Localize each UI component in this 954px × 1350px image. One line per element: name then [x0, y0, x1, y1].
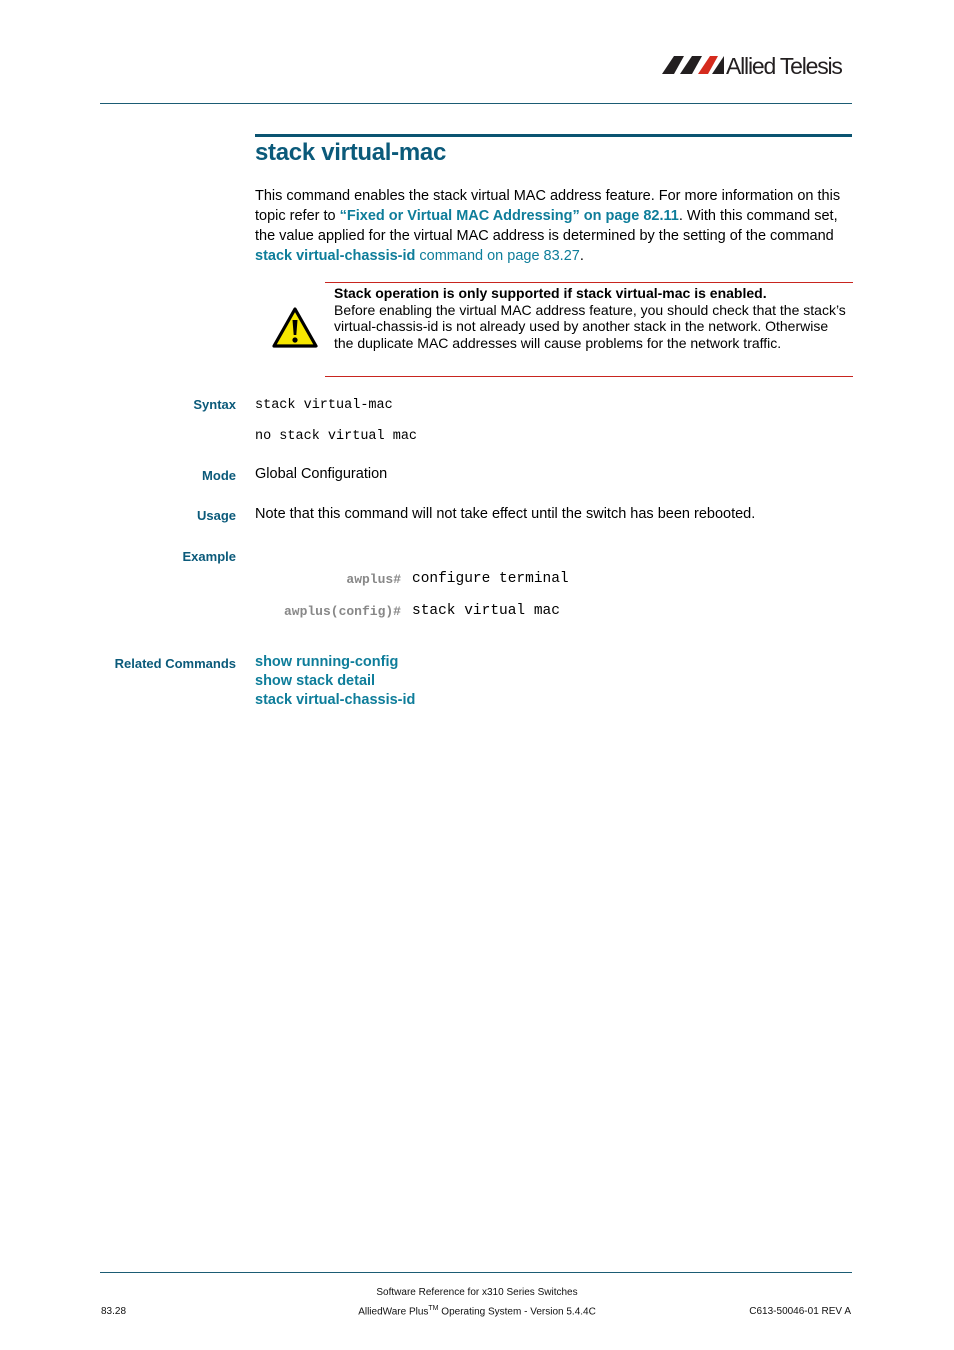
- link-stack-virtual-chassis-id[interactable]: [255, 248, 580, 264]
- related-commands-label: Related Commands: [114, 656, 236, 671]
- intro-text-3: .: [579, 248, 584, 264]
- footer-page-number: 83.28: [101, 1306, 127, 1317]
- usage-label: Usage: [196, 508, 236, 523]
- syntax-line-1: stack virtual-mac: [255, 398, 393, 413]
- brand-text: Allied Telesis: [726, 53, 842, 79]
- example-prompt-2: awplus(config)#: [283, 604, 401, 619]
- intro-paragraph: [255, 186, 855, 266]
- syntax-line-2: no stack virtual mac: [255, 429, 418, 444]
- mode-label: Mode: [202, 468, 236, 483]
- footer-doc-id: C613-50046-01 REV A: [749, 1306, 851, 1317]
- warning-body: Before enabling the virtual MAC address feature, you should check that the stack’s virtual-chassis-id is not already used by another stack in the network. Otherwise the duplicate MAC addresses will cause problems for the network traffic.: [334, 301, 846, 351]
- example-label: Example: [182, 549, 236, 564]
- link-fixed-virtual-mac[interactable]: “Fixed or Virtual MAC Addressing” on page 82.11: [339, 208, 679, 224]
- usage-value: Note that this command will not take effect until the switch has been rebooted.: [255, 506, 756, 522]
- footer-divider: [100, 1272, 852, 1273]
- syntax-label: Syntax: [193, 397, 236, 412]
- footer-product-name: AlliedWare Plus: [358, 1306, 429, 1318]
- link-command-name: stack virtual-chassis-id: [255, 248, 416, 264]
- related-link-stack-virtual-chassis-id[interactable]: stack virtual-chassis-id: [255, 692, 416, 708]
- warning-text: [334, 285, 849, 351]
- footer-trademark: TM: [428, 1305, 439, 1312]
- warning-heading-cmd: stack virtual-mac: [575, 285, 691, 301]
- title-rule: [255, 134, 852, 137]
- footer-version: Operating System - Version 5.4.4C: [438, 1306, 596, 1318]
- intro-text-2: . With this command set, the value applied for the virtual MAC address is determined by the setting of the command: [255, 208, 838, 244]
- header-divider: [100, 103, 852, 104]
- example-command-1: configure terminal: [412, 571, 569, 587]
- link-page-ref: command on page 83.27: [415, 248, 580, 264]
- intro-text-1: This command enables the stack virtual MAC address feature. For more information on this topic refer to: [255, 188, 841, 224]
- warning-triangle-icon: [271, 306, 319, 350]
- page-title: stack virtual-mac: [255, 139, 447, 166]
- mode-value: Global Configuration: [255, 466, 388, 482]
- related-link-show-stack-detail[interactable]: show stack detail: [255, 673, 376, 689]
- related-link-show-running-config[interactable]: show running-config: [255, 654, 399, 670]
- warning-heading-pre: Stack operation is only supported if: [334, 285, 576, 301]
- allied-telesis-logo: [660, 50, 855, 80]
- warning-heading: [334, 285, 849, 302]
- example-command-2: stack virtual mac: [412, 603, 560, 619]
- warning-heading-post: is enabled.: [690, 285, 767, 301]
- example-prompt-1: awplus#: [346, 572, 401, 587]
- footer-title: Software Reference for x310 Series Switches: [376, 1287, 578, 1298]
